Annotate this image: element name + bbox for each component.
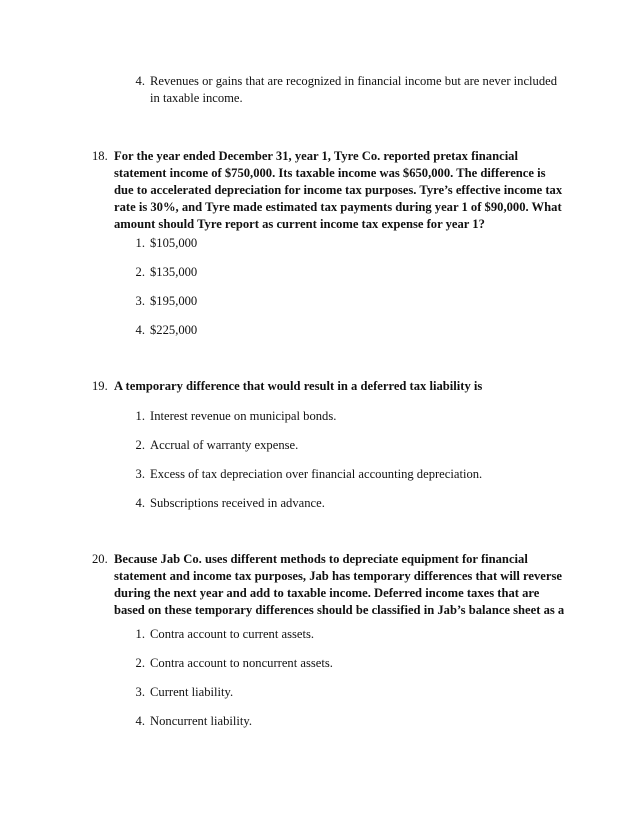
option-number: 2. xyxy=(135,438,145,452)
question-text-line: rate is 30%, and Tyre made estimated tax payments during year 1 of $90,000. What xyxy=(114,200,562,214)
option-text: Accrual of warranty expense. xyxy=(150,438,299,452)
option-number: 1. xyxy=(135,409,145,423)
option-text: Noncurrent liability. xyxy=(150,714,253,728)
question-number: 20. xyxy=(92,552,108,566)
question-number: 19. xyxy=(92,379,108,393)
option-number: 1. xyxy=(135,627,145,641)
question-text-line: A temporary difference that would result in a deferred tax liability is xyxy=(114,379,483,393)
option-text: $135,000 xyxy=(150,265,198,279)
question-text-line: statement income of $750,000. Its taxable income was $650,000. The difference is xyxy=(114,166,546,180)
question-text-line: statement and income tax purposes, Jab has temporary differences that will reverse xyxy=(114,569,562,583)
question-text-line: based on these temporary differences should be classified in Jab’s balance sheet as a xyxy=(114,603,565,617)
option-text-line: in taxable income. xyxy=(150,91,243,105)
option-number: 3. xyxy=(135,685,145,699)
question-text-line: amount should Tyre report as current income tax expense for year 1? xyxy=(114,217,485,231)
question-text-line: Because Jab Co. uses different methods to depreciate equipment for financial xyxy=(114,552,528,566)
option-number: 2. xyxy=(135,656,145,670)
option-number: 2. xyxy=(135,265,145,279)
option-text: Contra account to current assets. xyxy=(150,627,315,641)
question-text xyxy=(114,378,562,395)
option-number: 1. xyxy=(135,236,145,250)
option-text xyxy=(150,73,560,107)
option-text-line: Revenues or gains that are recognized in financial income but are never included xyxy=(150,74,558,88)
question-text xyxy=(114,551,565,619)
option-text: Contra account to noncurrent assets. xyxy=(150,656,333,670)
option-number: 3. xyxy=(135,467,145,481)
question-text-line: For the year ended December 31, year 1, Tyre Co. reported pretax financial xyxy=(114,149,518,163)
option-number: 3. xyxy=(135,294,145,308)
option-text: Excess of tax depreciation over financial accounting depreciation. xyxy=(150,467,483,481)
option-number: 4. xyxy=(135,496,145,510)
option-number: 4. xyxy=(135,74,145,88)
question-text xyxy=(114,148,562,233)
question-text-line: during the next year and add to taxable income. Deferred income taxes that are xyxy=(114,586,540,600)
option-text: $105,000 xyxy=(150,236,198,250)
option-text: $195,000 xyxy=(150,294,198,308)
option-number: 4. xyxy=(135,323,145,337)
question-text-line: due to accelerated depreciation for income tax purposes. Tyre’s effective income tax xyxy=(114,183,563,197)
option-text: Subscriptions received in advance. xyxy=(150,496,325,510)
option-text: Current liability. xyxy=(150,685,234,699)
option-text: Interest revenue on municipal bonds. xyxy=(150,409,337,423)
option-number: 4. xyxy=(135,714,145,728)
question-number: 18. xyxy=(92,149,108,163)
option-text: $225,000 xyxy=(150,323,198,337)
